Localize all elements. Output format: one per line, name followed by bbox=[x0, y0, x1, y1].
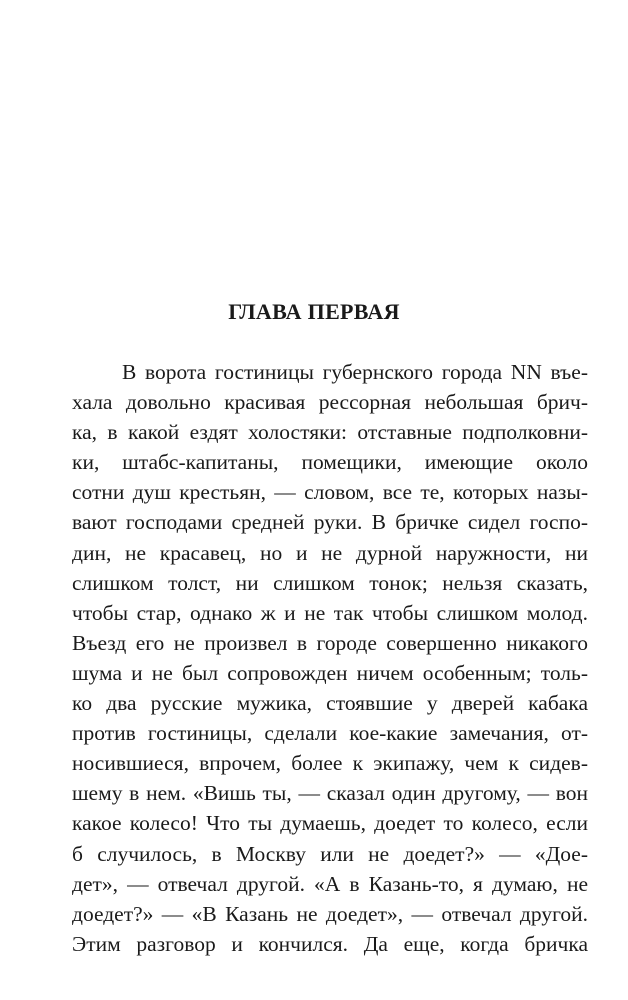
text-line: какое колесо! Что ты думаешь, доедет то колесо, если bbox=[72, 811, 588, 836]
chapter-body bbox=[72, 357, 588, 959]
text-line: Этим разговор и кончился. Да еще, когда бричка bbox=[72, 931, 588, 956]
text-line: чтобы стар, однако ж и не так чтобы слишком молод. bbox=[72, 600, 588, 625]
text-line: вают господами средней руки. В бричке сидел госпо- bbox=[72, 510, 588, 535]
text-line: ки, штабс-капитаны, помещики, имеющие около bbox=[72, 450, 588, 475]
text-line: В ворота гостиницы губернского города NN въе- bbox=[122, 360, 588, 384]
text-line: шума и не был сопровожден ничем особенным; толь- bbox=[72, 660, 588, 685]
text-line: носившиеся, впрочем, более к экипажу, чем к сидев- bbox=[72, 751, 588, 776]
text-line: дин, не красавец, но и не дурной наружности, ни bbox=[72, 540, 588, 565]
text-line: шему в нем. «Вишь ты, — сказал один другому, — вон bbox=[72, 781, 588, 806]
text-line: б случилось, в Москву или не доедет?» — «Дое- bbox=[72, 841, 588, 866]
text-line: ка, в какой ездят холостяки: отставные подполковни- bbox=[72, 420, 588, 445]
text-line: Въезд его не произвел в городе совершенно никакого bbox=[72, 630, 588, 655]
text-line: против гостиницы, сделали кое-какие замечания, от- bbox=[72, 721, 588, 746]
text-line: ко два русские мужика, стоявшие у дверей кабака bbox=[72, 691, 588, 716]
chapter-title: ГЛАВА ПЕРВАЯ bbox=[228, 299, 400, 324]
text-line: дет», — отвечал другой. «А в Казань-то, я думаю, не bbox=[72, 871, 588, 896]
text-line: хала довольно красивая рессорная небольшая брич- bbox=[72, 390, 588, 415]
text-line: слишком толст, ни слишком тонок; нельзя сказать, bbox=[72, 570, 588, 595]
text-line: доедет?» — «В Казань не доедет», — отвечал другой. bbox=[72, 901, 588, 926]
text-line: сотни душ крестьян, — словом, все те, которых назы- bbox=[72, 480, 588, 505]
